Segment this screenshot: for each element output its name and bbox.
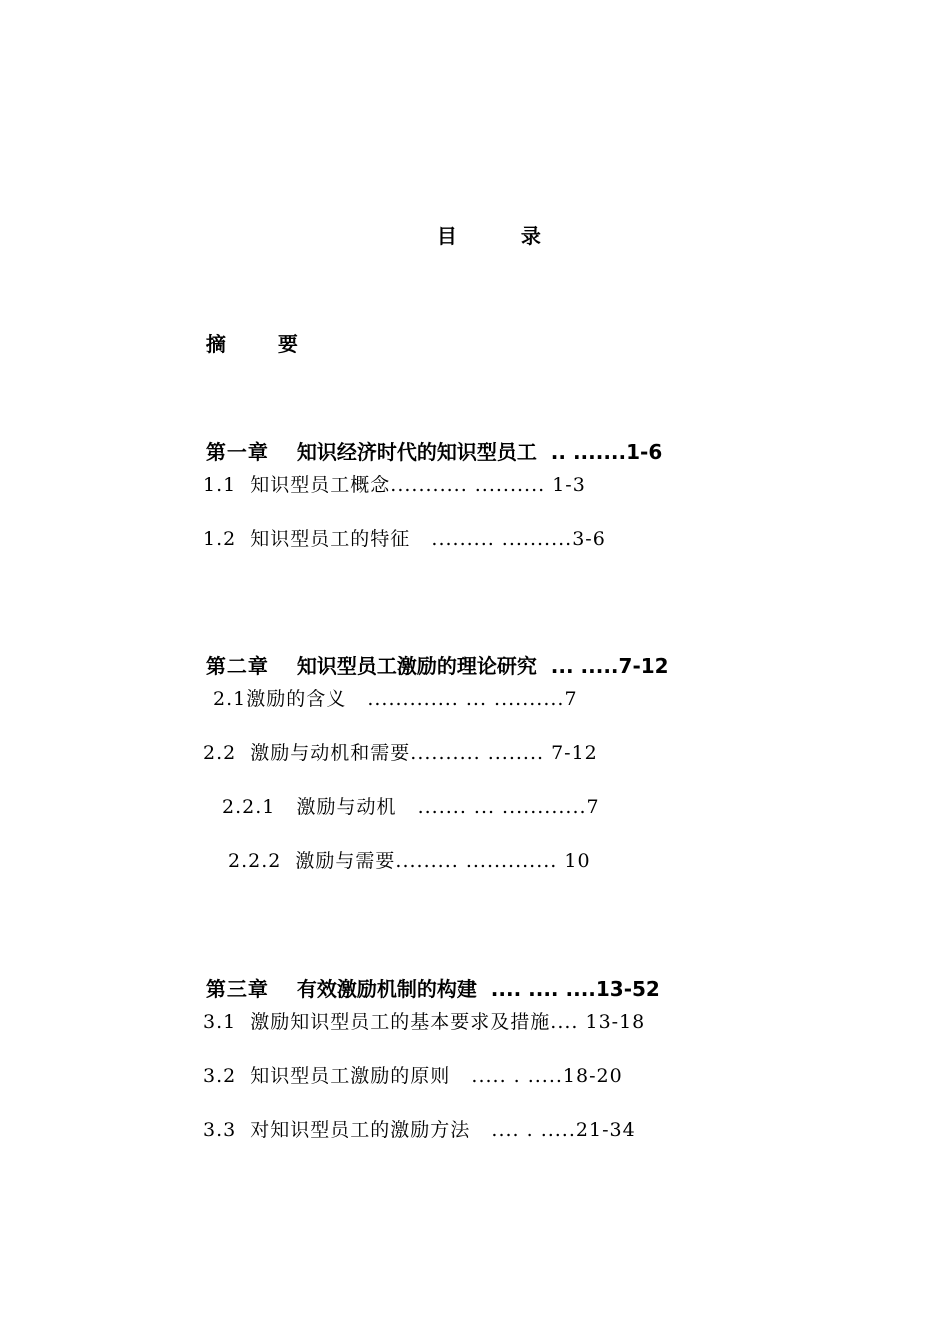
toc-section-3-2: 3.2 知识型员工激励的原则 ..... . .....18-20 [203, 1065, 623, 1087]
toc-abstract-entry [178, 314, 298, 374]
abstract-right: 要 [277, 332, 298, 356]
toc-title-right: 录 [520, 224, 541, 248]
toc-section-2-1: 2.1激励的含义 ............. ... ..........7 [213, 688, 578, 710]
chapter-2-pages: ... .....7-12 [536, 654, 669, 678]
toc-title [0, 206, 950, 266]
toc-title-left: 目 [436, 224, 457, 248]
toc-section-2-2-1: 2.2.1 激励与动机 ....... ... ............7 [222, 796, 600, 818]
chapter-1-title: 知识经济时代的知识型员工 [296, 440, 537, 464]
toc-section-2-2: 2.2 激励与动机和需要.......... ........ 7-12 [203, 742, 598, 764]
toc-chapter-3 [178, 959, 660, 1019]
toc-chapter-2 [178, 636, 669, 696]
chapter-1-pages: .. .......1-6 [536, 440, 663, 464]
toc-chapter-1 [178, 422, 662, 482]
toc-section-1-2: 1.2 知识型员工的特征 ......... ..........3-6 [203, 528, 606, 550]
toc-section-3-3: 3.3 对知识型员工的激励方法 .... . .....21-34 [203, 1119, 636, 1141]
chapter-3-label: 第三章 [205, 977, 269, 1001]
chapter-2-title: 知识型员工激励的理论研究 [296, 654, 537, 678]
chapter-3-title: 有效激励机制的构建 [296, 977, 477, 1001]
chapter-3-pages: .... .... ....13-52 [476, 977, 660, 1001]
chapter-1-label: 第一章 [205, 440, 269, 464]
toc-section-1-1: 1.1 知识型员工概念........... .......... 1-3 [203, 474, 586, 496]
chapter-2-label: 第二章 [205, 654, 269, 678]
toc-section-2-2-2: 2.2.2 激励与需要......... ............. 10 [228, 850, 591, 872]
toc-section-3-1: 3.1 激励知识型员工的基本要求及措施.... 13-18 [203, 1011, 646, 1033]
abstract-left: 摘 [205, 332, 226, 356]
